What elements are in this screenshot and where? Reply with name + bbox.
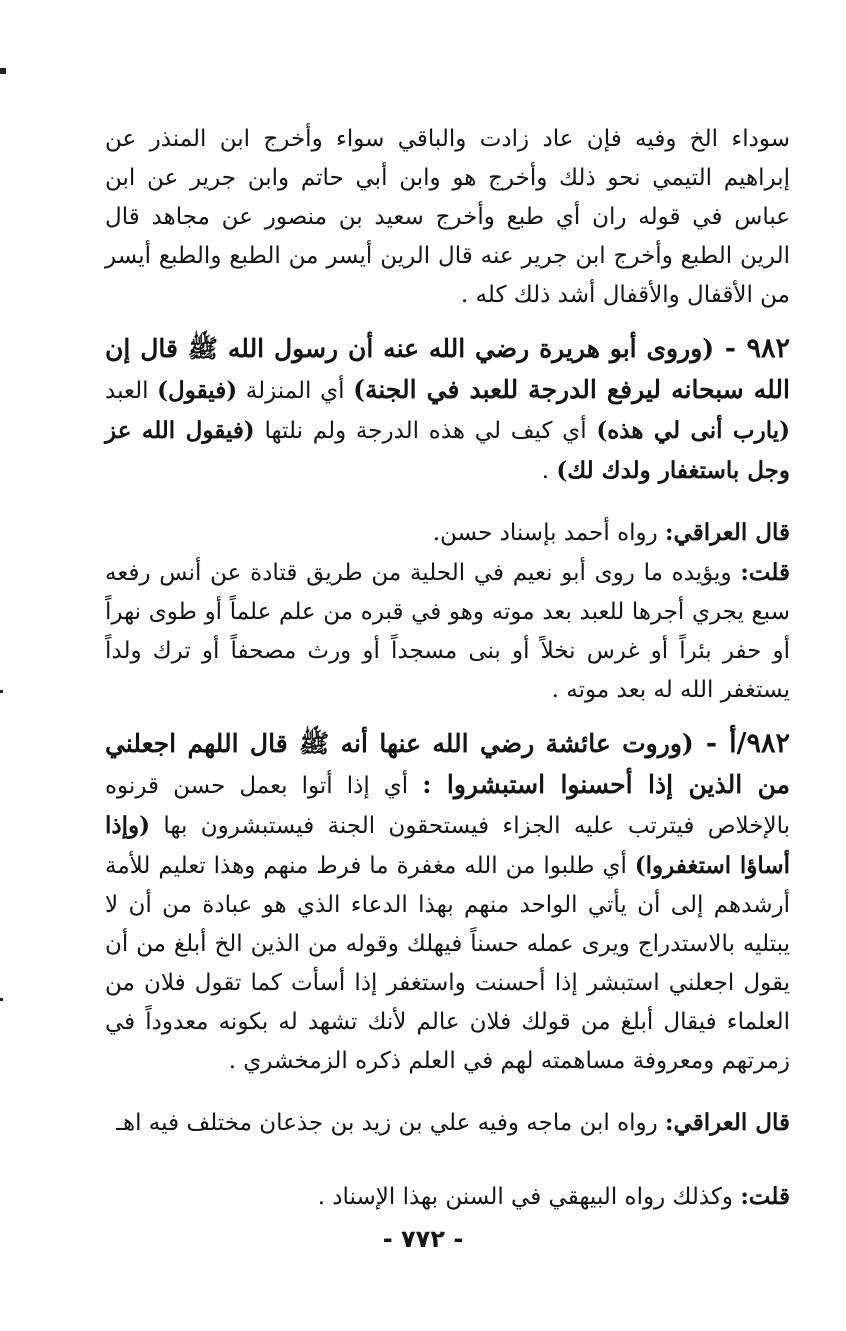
commentary-text: أي طلبوا من الله مغفرة ما فرط منهم وهذا تعليم للأمة أرشدهم إلى أن يأتي الواحد منهم بهذا الدعاء الذي هو عبادة من أن لا يبتليه بالاستدراج ويرى عمله حسناً فيهلك وقوله من الذين الخ أبلغ من أن يقول اجعلني استبشر إذا أحسنت واستغفر إذا أسأت كما تقول فلان من العلماء فيقال أبلغ من قولك فلان عالم لأنك تشهد له بكونه معدوداً في زمرتهم ومعروفة مساهمته لهم في العلم ذكره الزمخشري . — [105, 853, 791, 1074]
note-text: رواه أحمد بإسناد حسن. — [432, 520, 666, 546]
hadith-number: ٩٨٢ - — [714, 333, 790, 364]
hadith-982 — [105, 329, 790, 491]
hadith-982a — [105, 724, 790, 1081]
note-text: ويؤيده ما روى أبو نعيم في الحلية من طريق قتادة عن أنس رفعه سبع يجري أجرها للعبد بعد موته وهو في قبره من علم علماً أو طوى نهراً أو حفر بئراً أو غرس نخلاً أو بنى مسجداً أو ورث مصحفاً أو ترك ولداً يستغفر الله له بعد موته . — [105, 560, 790, 703]
note-text: وكذلك رواه البيهقي في السنن بهذا الإسناد . — [317, 1184, 741, 1210]
hadith-text: (فيقول الله عز وجل باستغفار ولدك لك) — [105, 417, 790, 484]
commentary-text: . — [541, 458, 557, 484]
page-number: - ٧٧٢ - — [382, 1225, 464, 1253]
iraqi-note — [105, 513, 790, 553]
iraqi-note — [105, 1103, 790, 1143]
note-label: قلت: — [740, 1183, 790, 1210]
qultu-note — [105, 553, 790, 710]
scan-edge-mark — [0, 998, 3, 1001]
hadith-text: (وروى أبو هريرة رضي الله عنه أن رسول الله ﷺ قال إن الله سبحانه ليرفع الدرجة للعبد في الجنة) — [105, 334, 790, 404]
hadith-number: ٩٨٢/أ - — [693, 728, 790, 759]
note-label: قال العراقي: — [665, 519, 790, 546]
note-text: رواه ابن ماجه وفيه علي بن زيد بن جذعان مختلف فيه اهـ — [116, 1110, 666, 1136]
scan-edge-mark — [0, 690, 3, 693]
commentary-text: أي المنزلة — [237, 378, 354, 404]
page-body — [105, 120, 790, 1217]
commentary-text: أي إذا أتوا بعمل حسن قرنوه بالإخلاص فيترتب عليه الجزاء فيستحقون الجنة فيستبشرون بها — [105, 773, 790, 839]
hadith-text: (وروت عائشة رضي الله عنها أنه ﷺ قال اللهم اجعلني من الذين إذا أحسنوا استبشروا : — [105, 729, 790, 799]
qultu-note — [105, 1177, 790, 1217]
intro-paragraph: سوداء الخ وفيه فإن عاد زادت والباقي سواء وأخرج ابن المنذر عن إبراهيم التيمي نحو ذلك وأخرج هو وابن أبي حاتم وابن جرير عن ابن عباس في قوله ران أي طبع وأخرج سعيد بن منصور عن مجاهد قال الرين الطبع وأخرج ابن جرير عنه قال الرين أيسر من الطبع والطبع أيسر من الأقفال والأقفال أشد ذلك كله . — [105, 126, 790, 308]
note-label: قال العراقي: — [665, 1109, 790, 1136]
note-label: قلت: — [740, 559, 790, 586]
commentary-text: أي كيف لي هذه الدرجة ولم نلتها — [254, 418, 597, 444]
hadith-text: (فيقول) — [157, 377, 238, 404]
hadith-text: (وإذا أساؤا استغفروا) — [105, 812, 790, 879]
commentary-text: العبد — [105, 378, 158, 404]
hadith-text: (يارب أنى لي هذه) — [596, 417, 790, 444]
scan-edge-mark — [0, 68, 6, 74]
